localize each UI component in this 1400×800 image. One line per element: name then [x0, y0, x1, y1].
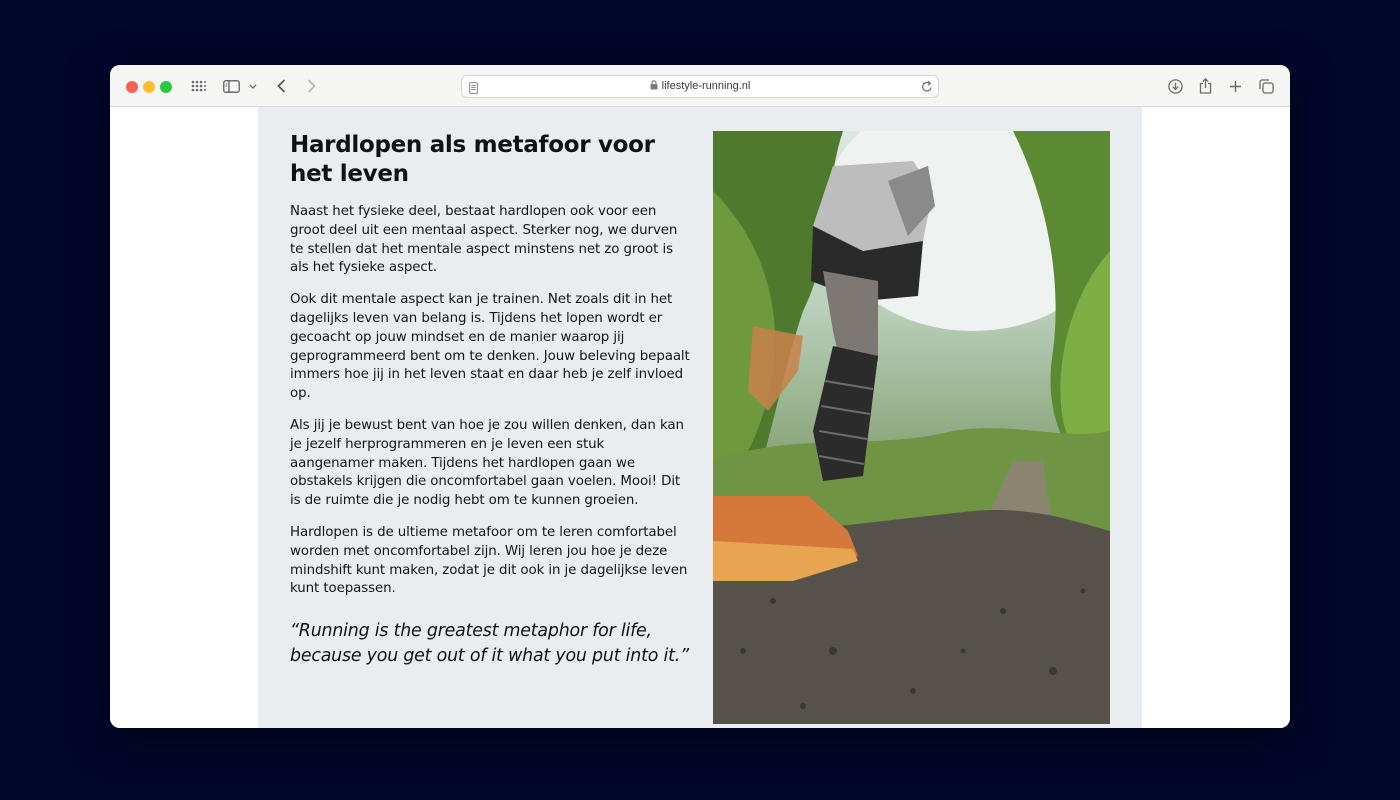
lock-icon: [650, 80, 658, 93]
article-quote: “Running is the greatest metaphor for life, because you get out of it what you put into it.”: [290, 621, 689, 666]
download-icon[interactable]: [1166, 76, 1184, 96]
share-icon[interactable]: [1196, 76, 1214, 96]
plus-icon[interactable]: [1226, 76, 1244, 96]
article-paragraph: Ook dit mentale aspect kan je trainen. Net zoals dit in het dagelijks leven van belang is. Tijdens het lopen wordt er gecoacht op jouw mindset en de manier waarop jij geprogrammeerd bent om te denken. Jouw beleving bepaalt immers hoe jij in het leven staat en daar heb je zelf invloed op.: [290, 292, 690, 402]
article-paragraph: Naast het fysieke deel, bestaat hardlopen ook voor een groot deel uit een mentaal aspect. Sterker nog, we durven te stellen dat het mentale aspect minstens net zo groot is als het fysieke aspect.: [290, 204, 678, 276]
tabs-icon[interactable]: [1257, 76, 1275, 96]
minimize-window-button[interactable]: [143, 81, 155, 93]
address-bar[interactable]: [461, 75, 939, 98]
grid-icon[interactable]: [190, 76, 206, 96]
chevron-down-icon[interactable]: [248, 76, 258, 96]
forward-icon[interactable]: [304, 76, 318, 96]
article-title: Hardlopen als metafoor voor het leven: [290, 132, 655, 187]
article-paragraph: Hardlopen is de ultieme metafoor om te leren comfortabel worden met oncomfortabel zijn. Wij leren jou hoe je deze mindshift kunt maken, zodat je dit ook in je dagelijkse leven kunt toepassen.: [290, 524, 688, 597]
close-window-button[interactable]: [126, 81, 138, 93]
page-content: [110, 107, 1290, 728]
article: [290, 131, 690, 681]
url-text: [462, 80, 938, 93]
runner-photo: [713, 131, 1110, 724]
browser-toolbar: [110, 65, 1290, 107]
browser-window: [110, 65, 1290, 728]
reload-icon[interactable]: [921, 80, 933, 98]
sidebar-icon[interactable]: [222, 76, 240, 96]
url-label: lifestyle-running.nl: [661, 80, 751, 92]
zoom-window-button[interactable]: [160, 81, 172, 93]
back-icon[interactable]: [274, 76, 288, 96]
article-paragraph: Als jij je bewust bent van hoe je zou willen denken, dan kan je jezelf herprogrammeren en je leven een stuk aangenamer maken. Tijdens het hardlopen gaan we obstakels krijgen die oncomfortabel gaan voelen. Mooi! Dit is de ruimte die je nodig hebt om te kunnen groeien.: [290, 417, 684, 509]
content-panel: [258, 107, 1142, 728]
